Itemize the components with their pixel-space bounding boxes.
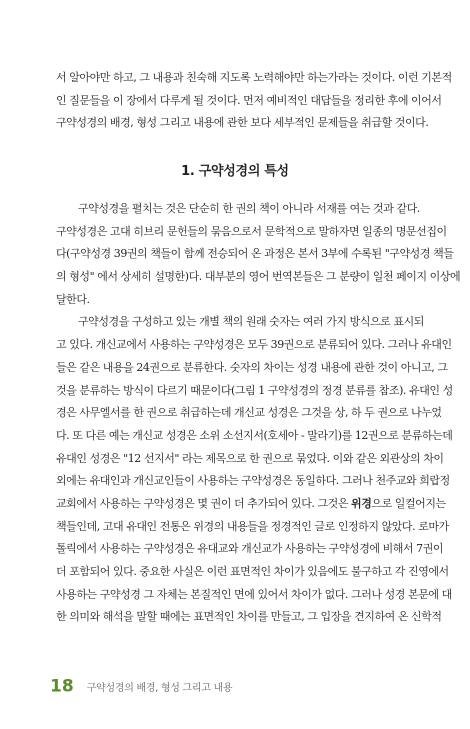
text-line: 의 형성" 에서 상세히 설명한)다. 대부분의 영어 번역본들은 그 분량이 일천 페이지 이상에 bbox=[56, 270, 461, 284]
text-line: 유대인 성경은 "12 선지서" 라는 제목으로 한 권으로 묶었다. 이와 같은 외관상의 차이 bbox=[56, 451, 444, 465]
text-line: 달한다. bbox=[56, 292, 90, 306]
paragraph-2 bbox=[56, 311, 453, 629]
text-segment: 으로 일컬어지는 bbox=[371, 496, 446, 510]
text-line: 다(구약성경 39권의 책들이 함께 전승되어 온 과정은 본서 3부에 수록된 "구약성경 책들 bbox=[56, 247, 454, 261]
intro-text bbox=[56, 67, 452, 135]
page-footer bbox=[50, 676, 232, 702]
text-line: 톨릭에서 사용하는 구약성경은 유대교와 개신교가 사용하는 구약성경에 비해서 7권이 bbox=[56, 542, 444, 556]
text-line: 구약성경을 펼치는 것은 단순히 한 권의 책이 아니라 서재를 여는 것과 같다. bbox=[78, 202, 420, 215]
text-line: 외에는 유대인과 개신교인들이 사용하는 구약성경은 동일하다. 그러나 천주교와 희랍정 bbox=[56, 474, 450, 488]
paragraph-1 bbox=[56, 198, 461, 311]
text-line: 사용하는 구약성경 그 자체는 본질적인 면에 있어서 차이가 없다. 그러나 성경 본문에 대 bbox=[56, 587, 452, 601]
page-number: 18 bbox=[50, 676, 74, 697]
main-text bbox=[56, 198, 461, 629]
text-line: 한 의미와 해석을 말할 때에는 표면적인 차이를 만들고, 그 입장을 견지하여 온 신학적 bbox=[56, 610, 442, 624]
emphasis-term: 위경 bbox=[351, 496, 372, 510]
text-line: 구약성경은 고대 히브리 문헌들의 묶음으로서 문학적으로 말하자면 일종의 명문선집이 bbox=[56, 224, 447, 238]
text-line: 인 질문들을 이 장에서 다루게 될 것이다. 먼저 예비적인 대답들을 정리한 후에 이어서 bbox=[56, 93, 442, 107]
text-line: 다. 또 다른 예는 개신교 성경은 소위 소선지서(호세아 - 말라기)를 12권으로 분류하는데 bbox=[56, 428, 453, 442]
text-line: 서 알아야만 하고, 그 내용과 친숙해 지도록 노력해야만 하는가라는 것이다. 이런 기본적 bbox=[56, 71, 452, 84]
text-line: 책들인데, 고대 유대인 전통은 위경의 내용들을 정경적인 글로 인정하지 않았다. 로마가 bbox=[56, 519, 449, 533]
text-line: 구약성경을 구성하고 있는 개별 책의 원래 숫자는 여러 가지 방식으로 표시되 bbox=[78, 315, 424, 329]
text-line: 들은 같은 내용을 24권으로 분류한다. 숫자의 차이는 성경 내용에 관한 것이 아니고, 그 bbox=[56, 360, 448, 374]
text-line: 구약성경의 배경, 형성 그리고 내용에 관한 보다 세부적인 문제들을 취급할 것이다. bbox=[56, 116, 429, 130]
text-segment: 교회에서 사용하는 구약성경은 몇 권이 더 추가되어 있다. 그것은 bbox=[56, 496, 352, 510]
text-line bbox=[56, 493, 446, 516]
text-line: 고 있다. 개신교에서 사용하는 구약성경은 모두 39권으로 분류되어 있다. 그러나 유대인 bbox=[56, 338, 452, 352]
text-line: 경은 사무엘서를 한 권으로 취급하는데 개신교 성경은 그것을 상, 하 두 권으로 나누었 bbox=[56, 406, 442, 420]
text-line: 더 포함되어 있다. 중요한 사실은 이런 표면적인 차이가 있음에도 불구하고 각 진영에서 bbox=[56, 565, 449, 578]
running-title: 구약성경의 배경, 형성 그리고 내용 bbox=[86, 683, 233, 694]
text-line: 것을 분류하는 방식이 다르기 때문이다(그림 1 구약성경의 정경 분류를 참조). 유대인 성 bbox=[56, 383, 453, 397]
section-heading: 1. 구약성경의 특성 bbox=[181, 164, 289, 179]
